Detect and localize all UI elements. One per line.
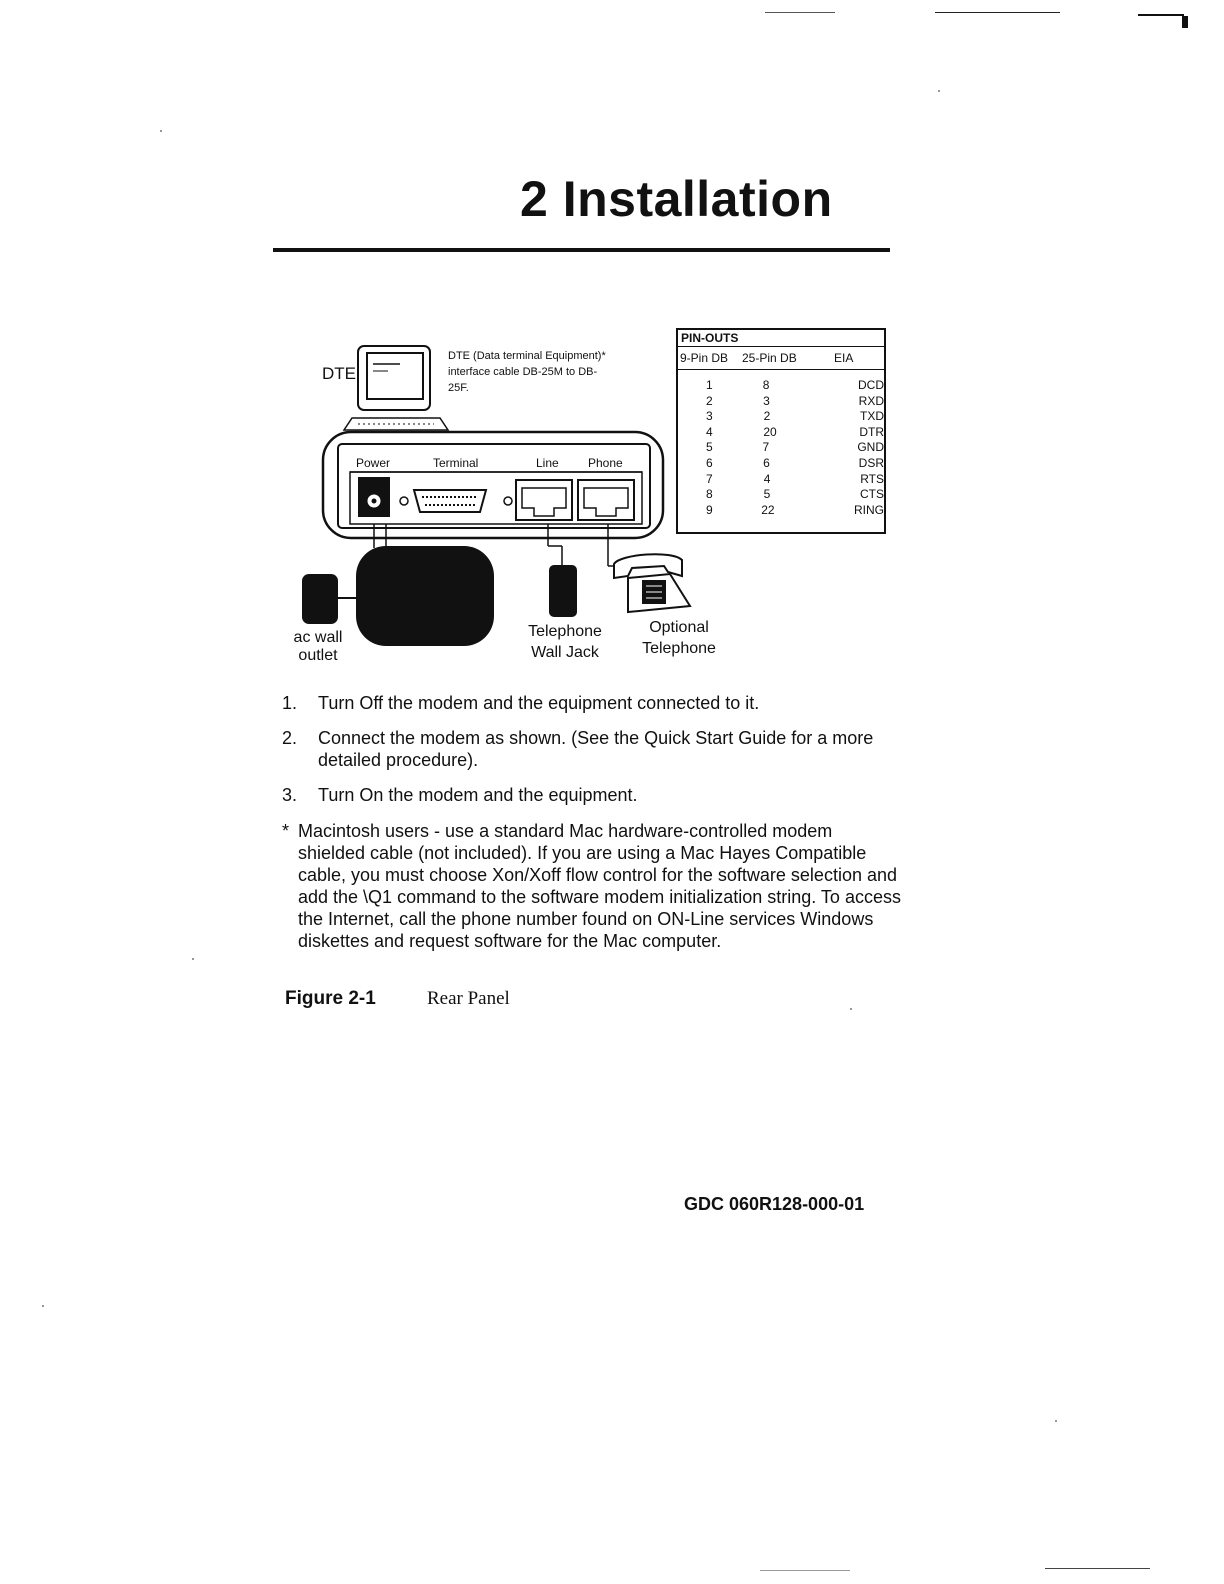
pinouts-caption: PIN-OUTS [678,330,884,347]
pin-25: 2 [763,409,771,424]
computer-icon [344,346,448,430]
scan-artifact-dot [938,90,940,92]
pinouts-table [676,328,886,534]
dte-note-line-2: interface cable DB-25M to DB- [448,366,598,378]
pin-25: 20 [763,424,777,439]
pinouts-row [678,503,884,519]
pinouts-header: EIA [834,351,854,365]
pin-9: 9 [706,502,713,517]
pin-9: 7 [706,471,713,486]
pin-25: 4 [763,471,771,486]
macintosh-note [282,820,902,952]
figure-caption [285,988,510,1010]
scan-artifact-dot [1055,1420,1057,1422]
pinouts-header: 9-Pin DB [680,351,729,365]
pin-25: 22 [761,502,775,517]
step-item [282,692,902,714]
step-item [282,727,902,771]
pinouts-row [678,456,884,472]
port-label-terminal: Terminal [433,456,479,470]
pinouts-row [678,394,884,410]
optional-telephone-label-line-1: Optional [649,619,709,636]
rear-panel-diagram [270,320,900,680]
ac-wall-outlet-label-line-2: outlet [298,647,338,664]
title-rule [273,248,890,252]
dte-note-line-3: 25F. [448,382,469,394]
ac-wall-outlet-label-line-1: ac wall [293,629,343,646]
wall-jack-label-line-1: Telephone [528,623,602,640]
pin-25: 3 [763,393,770,408]
scan-artifact-dot [192,958,194,960]
pinouts-row [678,472,884,488]
pin-eia: DTR [859,424,884,439]
pin-9: 2 [706,393,713,408]
wall-jack-label-line-2: Wall Jack [531,644,599,661]
pin-eia: DCD [858,378,884,392]
step-text: Turn Off the modem and the equipment connected to it. [318,693,760,713]
scan-artifact-line [765,12,835,13]
pin-eia: DSR [858,455,884,470]
document-number: GDC 060R128-000-01 [684,1194,865,1214]
installation-steps [282,692,902,819]
note-text: Macintosh users - use a standard Mac hardware-controlled modem shielded cable (not included). If you are using a Mac Hayes Compatible cable, you must choose Xon/Xoff flow control for the software selection and add the \Q1 command to the software modem initialization string. To access the Internet, call the phone number found on ON-Line services Windows diskettes and request software for the Mac computer. [298,821,901,951]
pin-9: 1 [706,378,713,392]
pin-eia: RTS [860,471,884,486]
chapter-title: 2 Installation [520,171,833,227]
pin-25: 8 [762,378,770,392]
pinouts-header-row [678,347,884,370]
scan-artifact-line [935,12,1060,13]
dte-label: DTE [322,364,356,383]
dte-note-line-1: DTE (Data terminal Equipment)* [448,350,606,362]
pin-9: 8 [706,487,713,502]
pin-eia: GND [857,440,884,455]
scan-artifact-dot [42,1305,44,1307]
figure-label: Figure 2-1 [285,988,376,1009]
figure-title: Rear Panel [427,988,510,1009]
step-number: 2. [282,728,298,748]
modem-panel [323,432,663,538]
pin-eia: TXD [860,409,884,424]
port-label-power: Power [356,456,391,470]
pin-25: 6 [763,455,770,470]
port-label-line: Line [536,456,559,470]
scan-artifact-dot [850,1008,852,1010]
pin-9: 5 [706,440,713,455]
scan-artifact-dot [160,130,162,132]
pin-25: 5 [763,487,771,502]
pinouts-body [678,370,884,518]
pin-eia: CTS [860,487,884,502]
port-label-phone: Phone [588,456,623,470]
scan-artifact-mark [1182,16,1188,28]
step-number: 1. [282,693,298,713]
scan-artifact-line [1138,14,1184,16]
optional-telephone-label-line-2: Telephone [642,640,716,657]
pinouts-row [678,487,884,503]
pin-9: 6 [706,455,713,470]
pinouts-header: 25-Pin DB [742,351,797,365]
step-text: Connect the modem as shown. (See the Quick Start Guide for a more detailed procedure). [318,728,874,770]
scan-artifact-line [1045,1568,1150,1569]
pin-eia: RXD [858,393,884,408]
pinouts-row [678,378,884,394]
pinouts-row [678,409,884,425]
step-text: Turn On the modem and the equipment. [318,785,638,805]
step-number: 3. [282,785,298,805]
pin-eia: RING [854,502,884,517]
pin-25: 7 [762,440,770,455]
step-item [282,784,902,806]
pin-9: 3 [706,409,713,424]
scan-artifact-line [760,1570,850,1571]
pin-9: 4 [706,424,713,439]
pinouts-row [678,425,884,441]
note-marker: * [282,821,290,841]
pinouts-row [678,440,884,456]
